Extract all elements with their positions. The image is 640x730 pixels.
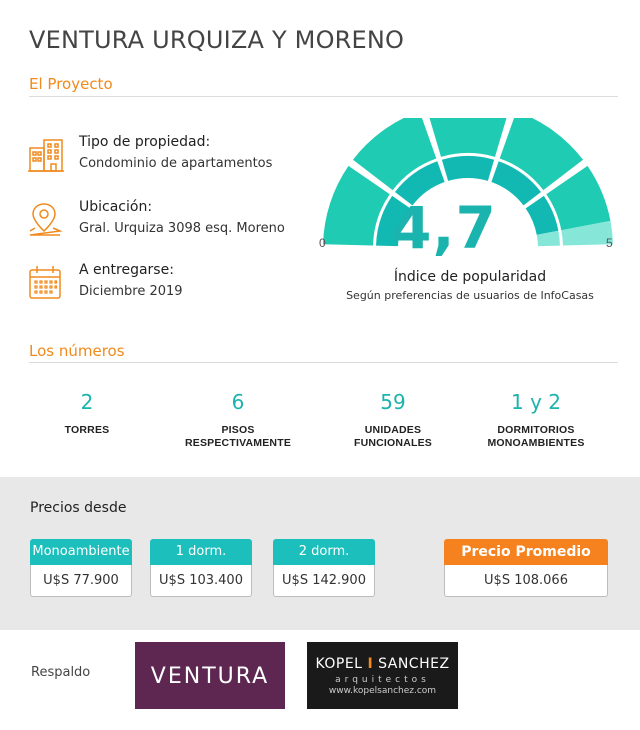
stat-label: RESPECTIVAMENTE bbox=[184, 437, 292, 449]
page-title: VENTURA URQUIZA Y MORENO bbox=[29, 26, 405, 54]
stat-label: TORRES bbox=[64, 424, 110, 436]
gauge-segment-outer bbox=[427, 118, 509, 157]
price-card-value: U$S 77.900 bbox=[30, 565, 132, 597]
calendar-icon bbox=[27, 264, 65, 302]
section-heading-project: El Proyecto bbox=[29, 75, 113, 93]
gauge-max-label: 5 bbox=[606, 236, 613, 250]
price-card-label: 1 dorm. bbox=[150, 539, 252, 565]
gauge-segment-inner bbox=[442, 156, 494, 181]
stat-value: 59 bbox=[380, 390, 406, 414]
price-card-value: U$S 103.400 bbox=[150, 565, 252, 597]
ventura-logo-text: VENTURA bbox=[150, 664, 270, 689]
kopel-sanchez-logo bbox=[307, 642, 458, 709]
kopel-logo-separator: I bbox=[367, 656, 374, 672]
section-divider bbox=[29, 362, 618, 363]
stat-floors bbox=[168, 390, 308, 450]
stat-label: MONOAMBIENTES bbox=[487, 437, 585, 449]
property-type-value: Condominio de apartamentos bbox=[79, 156, 273, 171]
stat-label: FUNCIONALES bbox=[353, 437, 433, 449]
price-card-monoambiente bbox=[30, 539, 132, 597]
price-card-value: U$S 108.066 bbox=[444, 565, 608, 597]
property-type-label: Tipo de propiedad: bbox=[79, 134, 211, 150]
stat-label: DORMITORIOS bbox=[497, 424, 575, 436]
kopel-logo-name-right: SANCHEZ bbox=[378, 656, 450, 672]
kopel-logo-name-left: KOPEL bbox=[315, 656, 363, 672]
delivery-value: Diciembre 2019 bbox=[79, 284, 183, 299]
stat-value: 6 bbox=[231, 390, 245, 414]
delivery-label: A entregarse: bbox=[79, 262, 174, 278]
prices-panel bbox=[0, 477, 640, 630]
prices-heading: Precios desde bbox=[30, 500, 127, 516]
location-value: Gral. Urquiza 3098 esq. Moreno bbox=[79, 221, 285, 236]
kopel-logo-url: www.kopelsanchez.com bbox=[328, 686, 437, 696]
price-card-label: Precio Promedio bbox=[444, 539, 608, 565]
price-card-average bbox=[444, 539, 608, 597]
stat-units bbox=[323, 390, 463, 450]
stat-bedrooms bbox=[466, 390, 606, 450]
location-row bbox=[27, 199, 317, 243]
stat-label: PISOS bbox=[221, 424, 255, 436]
property-type-row bbox=[27, 134, 317, 178]
price-card-1-dorm bbox=[150, 539, 252, 597]
backing-label: Respaldo bbox=[31, 665, 91, 680]
gauge-title: Índice de popularidad bbox=[393, 269, 547, 285]
stat-value: 2 bbox=[80, 390, 94, 414]
popularity-value: 4,7 bbox=[391, 194, 497, 262]
stat-value: 1 y 2 bbox=[511, 390, 561, 414]
price-card-label: Monoambiente bbox=[30, 539, 132, 565]
building-icon bbox=[27, 136, 65, 174]
gauge-min-label: 0 bbox=[319, 236, 326, 250]
stat-towers bbox=[17, 390, 157, 437]
price-card-label: 2 dorm. bbox=[273, 539, 375, 565]
price-card-2-dorm bbox=[273, 539, 375, 597]
section-divider bbox=[29, 96, 618, 97]
ventura-logo bbox=[135, 642, 285, 709]
price-card-value: U$S 142.900 bbox=[273, 565, 375, 597]
location-label: Ubicación: bbox=[79, 199, 153, 215]
gauge-subtitle: Según preferencias de usuarios de InfoCasas bbox=[346, 289, 594, 302]
kopel-logo-subtitle: arquitectos bbox=[335, 675, 430, 685]
delivery-row bbox=[27, 262, 317, 306]
location-pin-icon bbox=[27, 201, 65, 239]
stat-label: UNIDADES bbox=[364, 424, 422, 436]
section-heading-numbers: Los números bbox=[29, 342, 125, 360]
